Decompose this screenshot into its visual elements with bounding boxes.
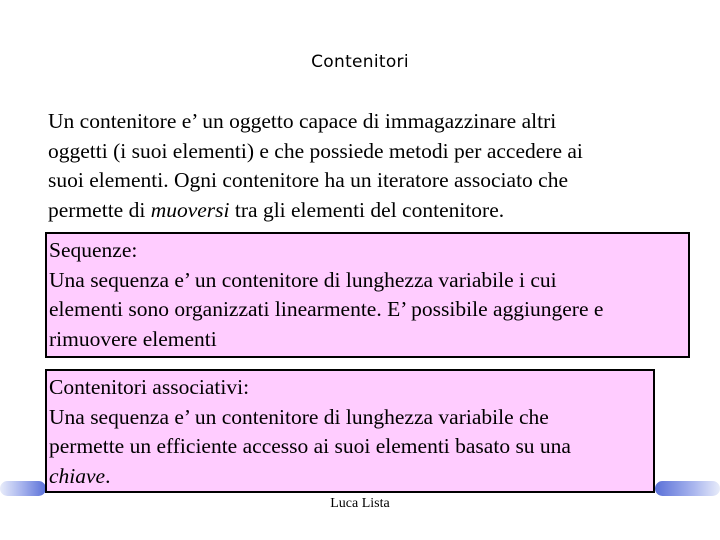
decorative-band-left [0,481,46,496]
slide-title: Contenitori [311,52,409,72]
sequences-line: Una sequenza e’ un contenitore di lunghezza variabile i cui [49,267,557,292]
intro-paragraph [48,107,678,225]
intro-emphasis: muoversi [150,197,230,222]
associative-emphasis: chiave [49,463,106,488]
sequences-box [45,232,690,358]
intro-line: suoi elementi. Ogni contenitore ha un iteratore associato che [48,168,568,192]
associative-line: permette un efficiente accesso ai suoi elementi basato su una [49,434,571,458]
associative-text: . [105,463,111,488]
decorative-band-right [655,481,720,496]
intro-text: tra gli elementi del contenitore. [229,197,505,222]
intro-text: permette di [48,197,151,222]
sequences-line: rimuovere elementi [49,326,217,351]
intro-line: Un contenitore e’ un oggetto capace di immagazzinare altri [48,109,557,133]
sequences-line: elementi sono organizzati linearmente. E’ possibile aggiungere e [49,297,604,321]
associative-containers-box [45,369,655,493]
associative-heading: Contenitori associativi: [49,375,250,399]
associative-line: Una sequenza e’ un contenitore di lunghezza variabile che [49,404,549,429]
intro-line [48,196,678,226]
intro-line: oggetti (i suoi elementi) e che possiede metodi per accedere ai [48,138,583,163]
footer-author: Luca Lista [330,496,390,511]
sequences-heading: Sequenze: [49,238,138,262]
associative-line [49,462,653,492]
